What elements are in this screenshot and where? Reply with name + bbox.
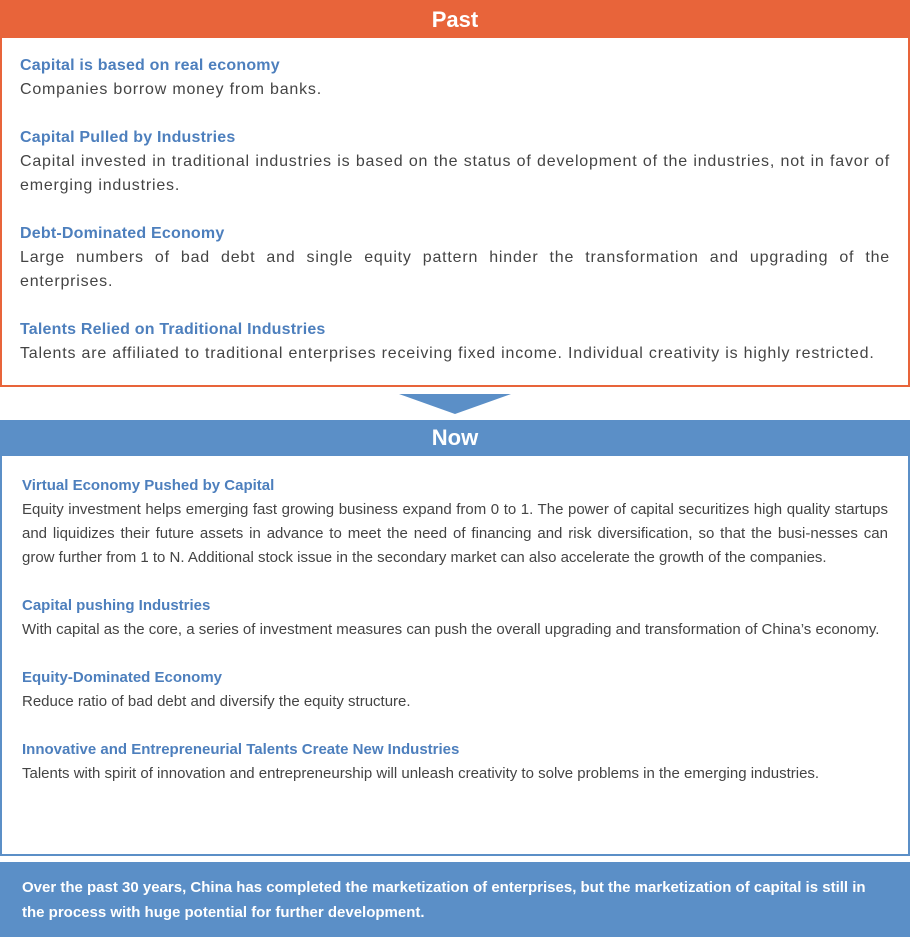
past-item-title: Talents Relied on Traditional Industries [20,321,326,338]
now-list [2,456,908,786]
now-panel [0,420,910,856]
past-list [2,38,908,366]
footer-summary: Over the past 30 years, China has completed the marketization of enterprises, but the marketization of capital is still in the process with huge potential for further development. [0,862,910,937]
now-item-desc: Reduce ratio of bad debt and diversify the equity structure. [22,693,411,710]
now-item-desc: Talents with spirit of innovation and entrepreneurship will unleash creativity to solve problems in the emerging industries. [22,765,820,782]
now-heading: Now [0,420,910,456]
past-item-talents [20,318,890,366]
past-item-desc: Capital invested in traditional industries is based on the status of development of the industries, not in favor of emerging industries. [20,153,890,194]
past-item-real-economy [20,54,890,102]
past-item-debt-dominated [20,222,890,294]
now-item-innovative-talents [22,738,888,786]
now-item-desc: With capital as the core, a series of investment measures can push the overall upgrading and transformation of China’s economy. [22,621,880,638]
now-item-title: Equity-Dominated Economy [22,669,223,686]
past-item-title: Capital is based on real economy [20,57,280,74]
down-arrow-shape [399,394,511,414]
past-item-desc: Large numbers of bad debt and single equity pattern hinder the transformation and upgrading of the enterprises. [20,249,890,290]
now-item-title: Capital pushing Industries [22,597,211,614]
past-item-capital-pulled [20,126,890,198]
now-item-desc: Equity investment helps emerging fast growing business expand from 0 to 1. The power of capital securitizes high quality startups and liquidizes their future assets in advance to meet the need of financing and risk diversification, so that the busi-nesses can grow further from 1 to N. Additional stock issue in the secondary market can also accelerate the growth of the companies. [22,501,888,566]
now-item-capital-pushing [22,594,888,642]
past-item-desc: Companies borrow money from banks. [20,81,322,98]
now-item-equity-dominated [22,666,888,714]
now-item-virtual-economy [22,474,888,570]
past-item-title: Debt-Dominated Economy [20,225,225,242]
past-panel [0,0,910,387]
past-heading: Past [0,0,910,38]
down-arrow-icon [399,394,511,414]
past-item-desc: Talents are affiliated to traditional enterprises receiving fixed income. Individual creativity is highly restricted. [20,345,875,362]
now-item-title: Innovative and Entrepreneurial Talents Create New Industries [22,741,460,758]
past-item-title: Capital Pulled by Industries [20,129,236,146]
now-item-title: Virtual Economy Pushed by Capital [22,477,275,494]
